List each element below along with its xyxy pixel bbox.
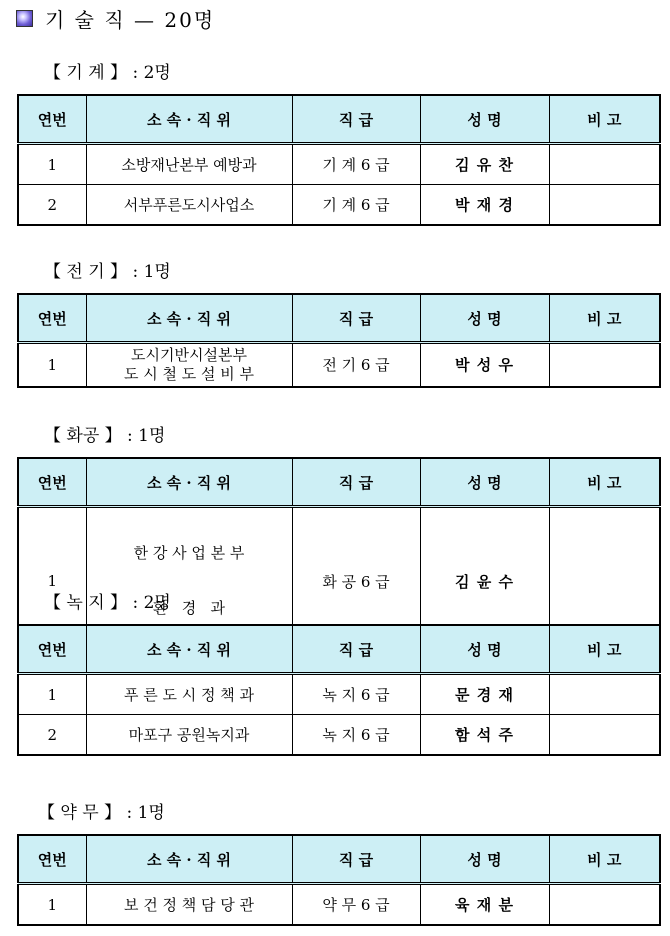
header-dept: 소 속 · 직 위 bbox=[86, 625, 292, 674]
header-dept: 소 속 · 직 위 bbox=[86, 294, 292, 343]
header-note: 비 고 bbox=[549, 95, 660, 144]
header-no: 연번 bbox=[18, 458, 86, 507]
cell-no: 1 bbox=[18, 343, 86, 387]
dept-line-2: 환 경 과 bbox=[152, 599, 226, 617]
page-title-text: 기 술 직 — 20명 bbox=[45, 7, 216, 32]
header-note: 비 고 bbox=[549, 835, 660, 884]
table-row bbox=[18, 884, 660, 926]
header-note: 비 고 bbox=[549, 625, 660, 674]
cell-dept bbox=[86, 343, 292, 387]
header-dept: 소 속 · 직 위 bbox=[86, 835, 292, 884]
section-label-mechanical: 【 기 계 】 : 2명 bbox=[44, 63, 171, 83]
table-row bbox=[18, 674, 660, 715]
table-header-row bbox=[18, 625, 660, 674]
header-name: 성 명 bbox=[420, 95, 549, 144]
cell-grade: 기 계 6 급 bbox=[292, 144, 420, 185]
cell-name: 김 윤 수 bbox=[420, 507, 549, 656]
cell-dept: 푸 른 도 시 정 책 과 bbox=[86, 674, 292, 715]
section-label-chemical: 【 화공 】 : 1명 bbox=[44, 426, 166, 446]
table-header-row bbox=[18, 835, 660, 884]
page-title bbox=[16, 6, 215, 30]
table-header-row bbox=[18, 294, 660, 343]
table-row bbox=[18, 715, 660, 756]
table-header-row bbox=[18, 95, 660, 144]
section-label-landscaping: 【 녹 지 】 : 2명 bbox=[44, 593, 171, 613]
header-no: 연번 bbox=[18, 835, 86, 884]
cell-note bbox=[549, 715, 660, 756]
square-bullet-icon bbox=[16, 10, 33, 27]
table-row bbox=[18, 144, 660, 185]
header-no: 연번 bbox=[18, 95, 86, 144]
header-name: 성 명 bbox=[420, 835, 549, 884]
dept-line-1: 도시기반시설본부 bbox=[131, 345, 247, 364]
header-note: 비 고 bbox=[549, 294, 660, 343]
cell-note bbox=[549, 185, 660, 226]
table-header-row bbox=[18, 458, 660, 507]
header-name: 성 명 bbox=[420, 294, 549, 343]
cell-name: 박 재 경 bbox=[420, 185, 549, 226]
header-no: 연번 bbox=[18, 294, 86, 343]
header-note: 비 고 bbox=[549, 458, 660, 507]
cell-no: 2 bbox=[18, 715, 86, 756]
cell-dept: 소방재난본부 예방과 bbox=[86, 144, 292, 185]
header-grade: 직 급 bbox=[292, 458, 420, 507]
table-electrical bbox=[17, 293, 661, 388]
cell-note bbox=[549, 343, 660, 387]
header-grade: 직 급 bbox=[292, 835, 420, 884]
header-name: 성 명 bbox=[420, 625, 549, 674]
cell-no: 1 bbox=[18, 144, 86, 185]
cell-no: 1 bbox=[18, 884, 86, 926]
table-landscaping bbox=[17, 624, 661, 756]
cell-dept: 서부푸른도시사업소 bbox=[86, 185, 292, 226]
cell-note bbox=[549, 674, 660, 715]
cell-name: 문 경 재 bbox=[420, 674, 549, 715]
header-grade: 직 급 bbox=[292, 95, 420, 144]
cell-no: 2 bbox=[18, 185, 86, 226]
header-dept: 소 속 · 직 위 bbox=[86, 95, 292, 144]
dept-line-2: 도 시 철 도 설 비 부 bbox=[123, 364, 255, 383]
header-grade: 직 급 bbox=[292, 625, 420, 674]
cell-grade: 기 계 6 급 bbox=[292, 185, 420, 226]
header-grade: 직 급 bbox=[292, 294, 420, 343]
cell-grade: 녹 지 6 급 bbox=[292, 715, 420, 756]
table-mechanical bbox=[17, 94, 661, 226]
cell-note bbox=[549, 144, 660, 185]
cell-dept: 마포구 공원녹지과 bbox=[86, 715, 292, 756]
cell-grade: 약 무 6 급 bbox=[292, 884, 420, 926]
cell-no: 1 bbox=[18, 507, 86, 656]
table-row bbox=[18, 343, 660, 387]
header-no: 연번 bbox=[18, 625, 86, 674]
cell-name: 박 성 우 bbox=[420, 343, 549, 387]
section-label-pharmacy: 【 약 무 】 : 1명 bbox=[38, 803, 165, 823]
header-name: 성 명 bbox=[420, 458, 549, 507]
section-label-electrical: 【 전 기 】 : 1명 bbox=[44, 262, 171, 282]
dept-line-1: 한 강 사 업 본 부 bbox=[133, 544, 245, 562]
cell-name: 육 재 분 bbox=[420, 884, 549, 926]
cell-grade: 전 기 6 급 bbox=[292, 343, 420, 387]
cell-name: 김 유 찬 bbox=[420, 144, 549, 185]
cell-name: 함 석 주 bbox=[420, 715, 549, 756]
cell-no: 1 bbox=[18, 674, 86, 715]
cell-note bbox=[549, 884, 660, 926]
cell-grade: 녹 지 6 급 bbox=[292, 674, 420, 715]
cell-grade: 화 공 6 급 bbox=[292, 507, 420, 656]
cell-dept: 보 건 정 책 담 당 관 bbox=[86, 884, 292, 926]
table-pharmacy bbox=[17, 834, 661, 926]
table-row bbox=[18, 185, 660, 226]
header-dept: 소 속 · 직 위 bbox=[86, 458, 292, 507]
